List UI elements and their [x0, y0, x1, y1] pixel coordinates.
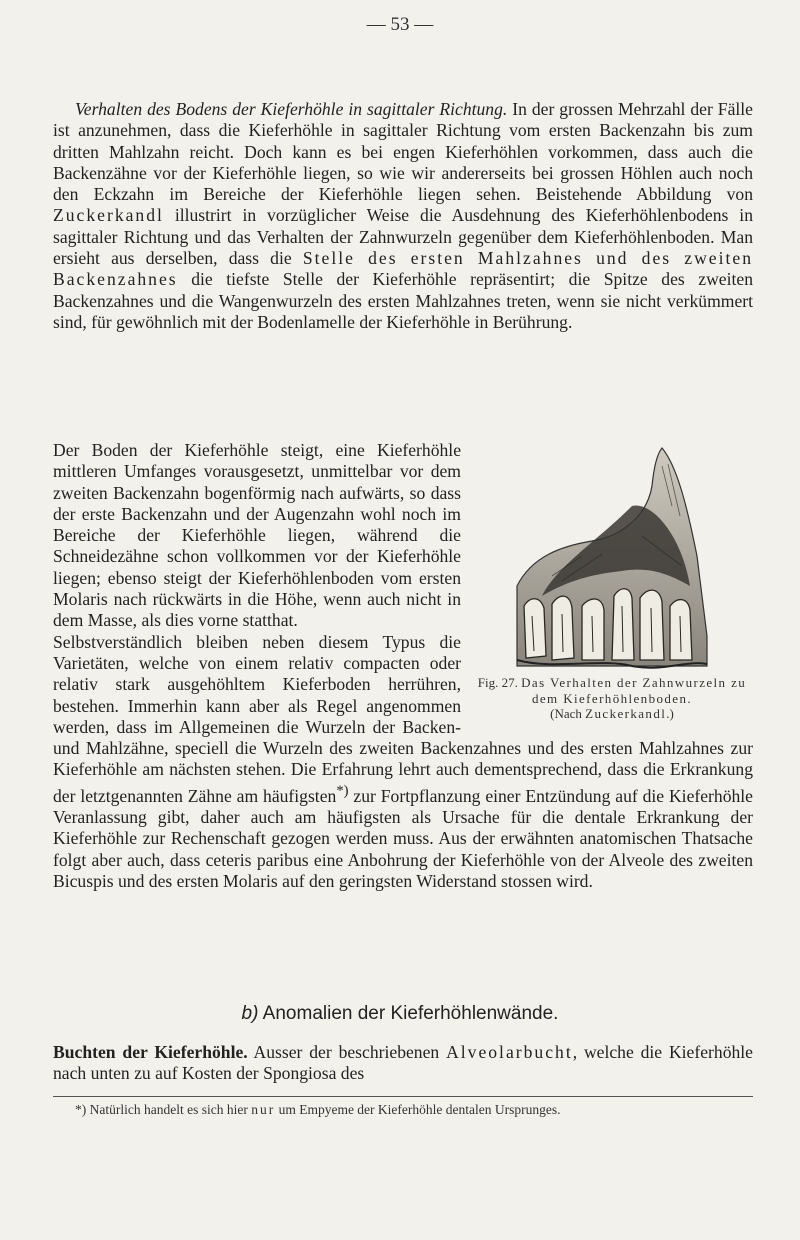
- footnote-text: Natürlich handelt es sich hier: [86, 1102, 252, 1117]
- footnote-divider: [53, 1096, 753, 1097]
- footnote: [53, 1102, 753, 1119]
- text-with-figure: [53, 440, 753, 892]
- footnote-text: um Empyeme der Kieferhöhle dentalen Ursprunges.: [275, 1102, 561, 1117]
- paragraph-text: Ausser der beschriebenen: [247, 1042, 447, 1062]
- paragraph-heading: Verhalten des Bodens der Kieferhöhle in sagittaler Richtung.: [75, 99, 508, 119]
- figure-source-prefix: (Nach: [550, 706, 586, 721]
- paragraph-text: Selbstverständlich bleiben neben diesem Typus die Varietäten, welche von einem relativ compacten oder relativ stark ausgehöhltem Kieferboden herrühren, bestehen. Immerhin kann aber als Regel angenommen werden, dass im Allgemeinen die Wurzeln der Backen- und Mahlzähne, speciell die Wurzeln des zweiten Backenzahnes und des ersten Mahlzahnes zur Kieferhöhle am nächsten stehen. Die Erfahrung lehrt auch dementsprechend, dass die Erkrankung der letztgenannten Zähne am häufigsten: [53, 631, 753, 806]
- figure-source-suffix: .): [666, 706, 674, 721]
- paragraph-floor: Der Boden der Kieferhöhle steigt, eine Kieferhöhle mittleren Umfanges vorausgesetzt, unmittelbar vor dem zweiten Backenzahn bogenförmig nach aufwärts, so dass der erste Backenzahn und der Augenzahn wohl noch im Bereiche der Kieferhöhle liegen, während die Schneidezähne schon vollkommen vor der Kieferhöhle liegen; ebenso steigt der Kieferhöhlenboden vom ersten Molaris nach rückwärts in die Höhe, wenn auch nicht in dem Masse, als dies vorne statthat.: [53, 440, 461, 631]
- footnote-marker: *): [336, 782, 349, 799]
- figure-label: Fig. 27.: [477, 675, 518, 690]
- emphasized-term: Alveolarbucht: [446, 1042, 573, 1062]
- figure-caption: [471, 675, 753, 722]
- section-letter: b): [241, 1003, 259, 1024]
- figure-source-author: Zuckerkandl: [585, 706, 667, 721]
- footnote-emphasis: nur: [251, 1102, 276, 1117]
- paragraph-text: zur Fortpflanzung einer Entzündung auf die Kieferhöhle Veranlassung gibt, daher auch am häufigsten als Ursache für die dentale Erkrankung der Kieferhöhle zur Rechenschaft gezogen werden muss. Aus der erwähnten anatomischen Thatsache folgt aber auch, dass ceteris paribus eine Anbohrung der Kieferhöhle von der Alveole des zweiten Bicuspis und des ersten Molaris auf den geringsten Widerstand stossen wird.: [53, 785, 753, 891]
- figure-title: Das Verhalten der Zahnwurzeln zu dem Kieferhöhlenboden.: [521, 675, 747, 706]
- paragraph-text: die tiefste Stelle der Kieferhöhle repräsentirt; die Spitze des zweiten Backenzahnes und die Wangenwurzeln des ersten Mahlzahnes treten, wenn sie nicht verkümmert sind, für gewöhnlich mit der Bodenlamelle der Kieferhöhle in Berührung.: [53, 269, 753, 332]
- paragraph-lead: Buchten der Kieferhöhle.: [53, 1042, 248, 1062]
- paragraph-text: In der grossen Mehrzahl der Fälle ist anzunehmen, dass die Kieferhöhle in sagittaler Richtung vom ersten Backenzahn bis zum dritten Mahlzahn reicht. Doch kann es bei engen Kieferhöhlen vorkommen, dass auch die Backenzähne vor der Kieferhöhle liegen, so wie wir andererseits bei grossen Höhlen auch noch den Eckzahn im Bereiche der Kieferhöhle liegen sehen. Beistehende Abbildung von: [53, 99, 753, 205]
- paragraph-intro: [53, 99, 753, 333]
- tooth-roots-illustration: [512, 446, 712, 671]
- paragraph-text: , welche die Kieferhöhle nach unten zu auf Kosten der Spongiosa des: [53, 1042, 753, 1084]
- page-number: — 53 —: [366, 14, 434, 35]
- author-name: Zuckerkandl: [53, 205, 164, 226]
- emphasized-phrase: Stelle des ersten Mahlzahnes und des zweiten Backenzahnes: [53, 248, 753, 290]
- footnote-mark: *): [75, 1102, 87, 1117]
- figure-27: [471, 446, 753, 722]
- section-heading: [0, 1003, 800, 1025]
- paragraph-text: illustrirt in vorzüglicher Weise die Ausdehnung des Kieferhöhlenbodens in sagittaler Richtung und das Verhalten der Zahnwurzeln gegenüber dem Kieferhöhlenboden. Man ersieht aus derselben, dass die: [53, 205, 753, 269]
- paragraph-bays: [53, 1042, 753, 1085]
- section-title: Anomalien der Kieferhöhlenwände.: [258, 1003, 559, 1024]
